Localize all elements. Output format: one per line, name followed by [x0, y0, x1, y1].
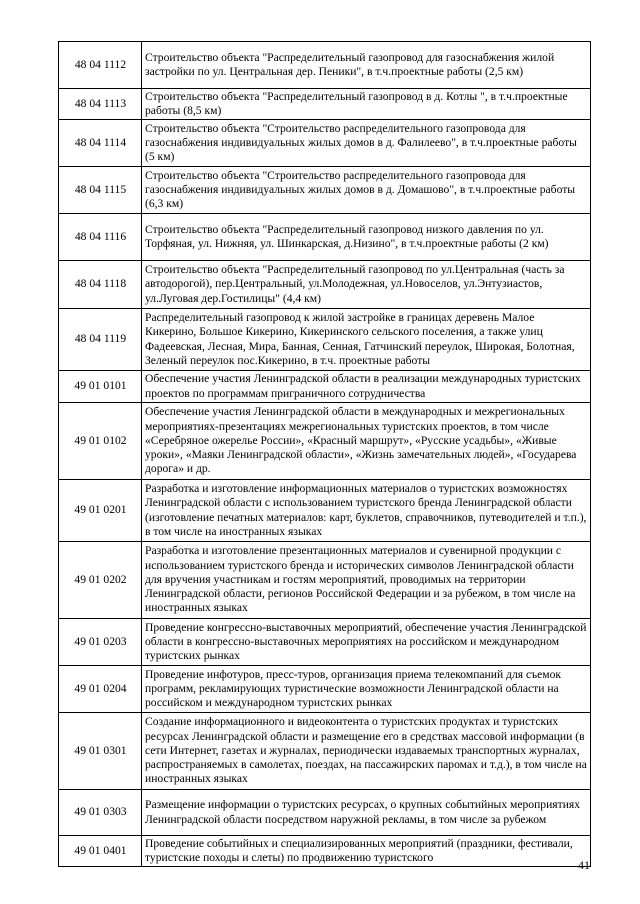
table-row — [59, 666, 591, 713]
row-code: 48 04 1115 — [59, 167, 142, 214]
row-description: Строительство объекта "Распределительный газопровод низкого давления по ул. Торфяная, ул. Нижняя, ул. Шинкарская, д.Низино", в т.ч.проектные работы (2 км) — [142, 214, 591, 261]
row-code: 49 01 0202 — [59, 542, 142, 619]
table-body — [59, 42, 591, 867]
row-code: 49 01 0102 — [59, 403, 142, 480]
table-row — [59, 480, 591, 542]
row-description: Строительство объекта "Распределительный газопровод для газоснабжения жилой застройки по ул. Центральная дер. Пеники", в т.ч.проектные работы (2,5 км) — [142, 42, 591, 89]
row-description: Создание информационного и видеоконтента о туристских продуктах и туристских ресурсах Ленинградской области и размещение его в средствах массовой информации (в сети Интернет, газетах и журналах, периодически издаваемых транспортных журналах, распространяемых в самолетах, поездах, на пассажирских паромах и т.д.), в том числе на иностранных языках — [142, 713, 591, 790]
row-code: 49 01 0401 — [59, 836, 142, 867]
table-row — [59, 371, 591, 403]
page-number: 41 — [578, 858, 590, 872]
row-code: 49 01 0203 — [59, 619, 142, 666]
table-row — [59, 713, 591, 790]
row-code: 48 04 1118 — [59, 261, 142, 309]
row-description: Обеспечение участия Ленинградской области в международных и межрегиональных мероприятиях-презентациях межрегиональных туристских проектов, в том числе «Серебряное ожерелье России», «Красный маршрут», «Русские усадьбы», «Живые уроки», «Маяки Ленинградской области», «Жизнь замечательных людей», «Государева дорога» и др. — [142, 403, 591, 480]
row-code: 49 01 0101 — [59, 371, 142, 403]
row-code: 48 04 1119 — [59, 309, 142, 371]
table-row — [59, 542, 591, 619]
row-description: Проведение конгрессно-выставочных мероприятий, обеспечение участия Ленинградской области в конгрессно-выставочных мероприятиях на российском и международном туристских рынках — [142, 619, 591, 666]
table-row — [59, 89, 591, 120]
table-row — [59, 790, 591, 836]
row-code: 49 01 0204 — [59, 666, 142, 713]
row-description: Распределительный газопровод к жилой застройке в границах деревень Малое Кикерино, Большое Кикерино, Кикеринского сельского поселения, а также улиц Фадеевская, Лесная, Мира, Банная, Сенная, Гатчинский переулок, Широкая, Болотная, Зеленый переулок пос.Кикерино, в т.ч. проектные работы — [142, 309, 591, 371]
row-description: Обеспечение участия Ленинградской области в реализации международных туристских проектов по программам приграничного сотрудничества — [142, 371, 591, 403]
row-description: Размещение информации о туристских ресурсах, о крупных событийных мероприятиях Ленинградской области посредством наружной рекламы, в том числе за рубежом — [142, 790, 591, 836]
row-description: Проведение событийных и специализированных мероприятий (праздники, фестивали, туристские походы и слеты) по продвижению туристского — [142, 836, 591, 867]
row-description: Строительство объекта "Строительство распределительного газопровода для газоснабжения индивидуальных жилых домов в д. Фалилеево", в т.ч.проектные работы (5 км) — [142, 120, 591, 167]
table-row — [59, 403, 591, 480]
row-description: Проведение инфотуров, пресс-туров, организация приема телекомпаний для съемок программ, рекламирующих туристические возможности Ленинградской области на российском и международном туристских рынках — [142, 666, 591, 713]
table-row — [59, 309, 591, 371]
table-row — [59, 619, 591, 666]
row-code: 48 04 1114 — [59, 120, 142, 167]
table-row — [59, 42, 591, 89]
row-description: Разработка и изготовление информационных материалов о туристских возможностях Ленинградской области с использованием туристского бренда Ленинградской области (изготовление печатных материалов: карт, буклетов, справочников, путеводителей и т.п.), в том числе на иностранных языках — [142, 480, 591, 542]
row-code: 49 01 0201 — [59, 480, 142, 542]
table-row — [59, 261, 591, 309]
table-row — [59, 120, 591, 167]
row-description: Строительство объекта "Распределительный газопровод по ул.Центральная (часть за автодорогой), пер.Центральный, ул.Молодежная, ул.Новоселов, ул.Энтузиастов, ул.Луговая дер.Гостилицы" (4,4 км) — [142, 261, 591, 309]
row-code: 48 04 1113 — [59, 89, 142, 120]
table-row — [59, 167, 591, 214]
table-row — [59, 836, 591, 867]
row-code: 48 04 1112 — [59, 42, 142, 89]
row-code: 48 04 1116 — [59, 214, 142, 261]
budget-codes-table — [58, 41, 591, 867]
row-description: Строительство объекта "Распределительный газопровод в д. Котлы ", в т.ч.проектные работы (8,5 км) — [142, 89, 591, 120]
row-description: Строительство объекта "Строительство распределительного газопровода для газоснабжения индивидуальных жилых домов в д. Домашово", в т.ч.проектные работы (6,3 км) — [142, 167, 591, 214]
row-code: 49 01 0301 — [59, 713, 142, 790]
table-row — [59, 214, 591, 261]
row-code: 49 01 0303 — [59, 790, 142, 836]
row-description: Разработка и изготовление презентационных материалов и сувенирной продукции с использованием туристского бренда и исторических символов Ленинградской области для вручения участникам и гостям мероприятий, проводимых на территории Ленинградской области, регионов Российской Федерации и за рубежом, в том числе на иностранных языках — [142, 542, 591, 619]
